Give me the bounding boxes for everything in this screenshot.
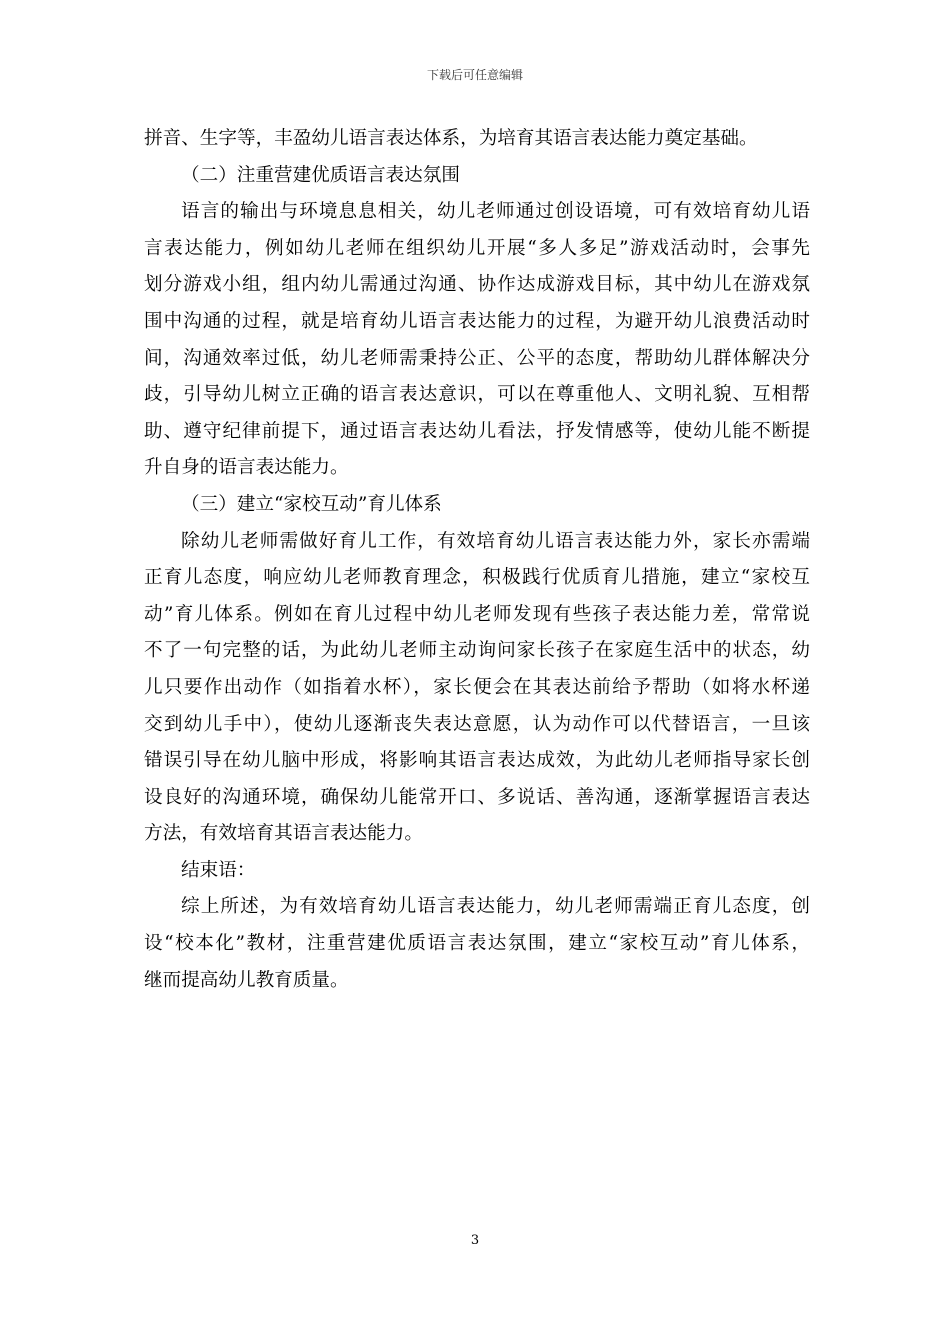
paragraph-line: 继而提高幼儿教育质量。 [144, 969, 349, 991]
paragraph-line: 歧，引导幼儿树立正确的语言表达意识，可以在尊重他人、文明礼貌、互相帮 [144, 384, 810, 406]
paragraph-line: 除幼儿老师需做好育儿工作，有效培育幼儿语言表达能力外，家长亦需端 [181, 530, 810, 552]
paragraph-line: 设良好的沟通环境，确保幼儿能常开口、多说话、善沟通，逐渐掌握语言表达 [144, 786, 810, 808]
paragraph-line: 错误引导在幼儿脑中形成，将影响其语言表达成效，为此幼儿老师指导家长创 [144, 750, 810, 772]
section-heading-2: （二）注重营建优质语言表达氛围 [181, 164, 460, 186]
paragraph-line: 正育儿态度，响应幼儿老师教育理念，积极践行优质育儿措施，建立“家校互 [144, 567, 810, 589]
paragraph-line: 方法，有效培育其语言表达能力。 [144, 823, 423, 845]
paragraph-line: 设“校本化”教材，注重营建优质语言表达氛围，建立“家校互动”育儿体系， [144, 933, 810, 955]
paragraph-line: 综上所述，为有效培育幼儿语言表达能力，幼儿老师需端正育儿态度，创 [181, 896, 810, 918]
paragraph-line: 助、遵守纪律前提下，通过语言表达幼儿看法，抒发情感等，使幼儿能不断提 [144, 420, 810, 442]
paragraph-line: 间，沟通效率过低，幼儿老师需秉持公正、公平的态度，帮助幼儿群体解决分 [144, 347, 810, 369]
paragraph-line: 言表达能力，例如幼儿老师在组织幼儿开展“多人多足”游戏活动时，会事先 [144, 237, 810, 259]
paragraph-line: 升自身的语言表达能力。 [144, 457, 349, 479]
paragraph-line: 儿只要作出动作（如指着水杯），家长便会在其表达前给予帮助（如将水杯递 [144, 676, 810, 698]
conclusion-heading: 结束语： [181, 859, 256, 881]
page-header: 下载后可任意编辑 [426, 68, 523, 82]
paragraph-line: 划分游戏小组，组内幼儿需通过沟通、协作达成游戏目标，其中幼儿在游戏氛 [144, 274, 810, 296]
paragraph-line: 交到幼儿手中），使幼儿逐渐丧失表达意愿，认为动作可以代替语言，一旦该 [144, 713, 810, 735]
paragraph-line: 动”育儿体系。例如在育儿过程中幼儿老师发现有些孩子表达能力差，常常说 [144, 603, 810, 625]
paragraph-line: 围中沟通的过程，就是培育幼儿语言表达能力的过程，为避开幼儿浪费活动时 [144, 310, 810, 332]
document-body [144, 121, 810, 999]
paragraph-line: 拼音、生字等，丰盈幼儿语言表达体系，为培育其语言表达能力奠定基础。 [144, 128, 758, 149]
section-heading-3: （三）建立“家校互动”育儿体系 [181, 493, 442, 515]
paragraph-line: 语言的输出与环境息息相关，幼儿老师通过创设语境，可有效培育幼儿语 [181, 201, 810, 223]
paragraph-line: 不了一句完整的话，为此幼儿老师主动询问家长孩子在家庭生活中的状态，幼 [144, 640, 810, 662]
page-number: 3 [470, 1233, 480, 1248]
